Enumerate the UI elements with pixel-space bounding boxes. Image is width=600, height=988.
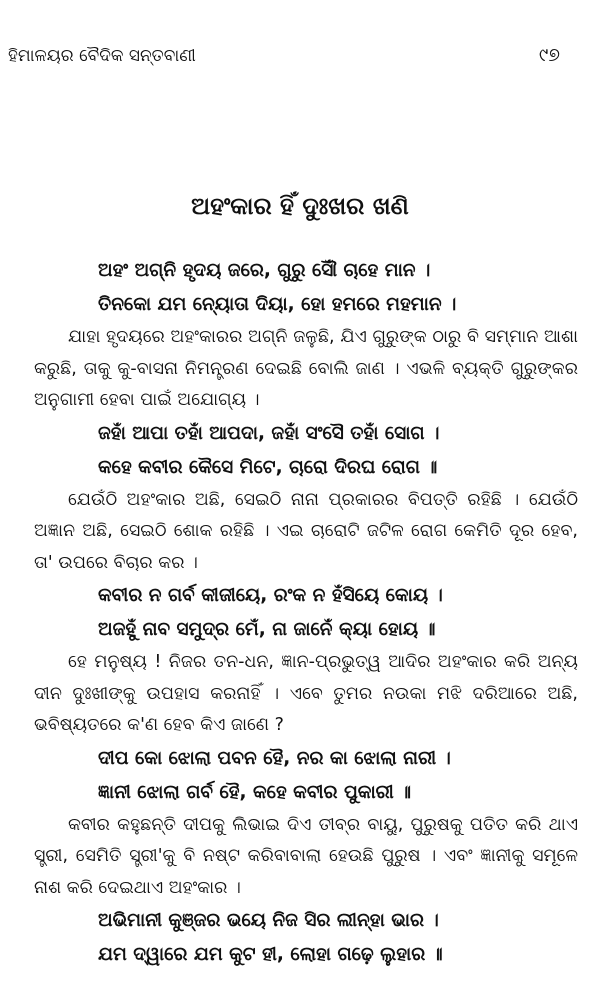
verse-line: ଜ୍ଞାନୀ ଝୋଲା ଗର୍ବ ହୈ, କହେ କବୀର ପୁକାରୀ ॥: [98, 781, 412, 803]
page-number: ୯୭: [538, 44, 560, 66]
verse-line: ଅଭିମାନୀ କୁଞ୍ଜର ଭୟେ ନିଜ ସିର ଲୀନ୍ହା ଭାର ।: [98, 910, 439, 931]
paragraph: ହେ ମନୁଷ୍ୟ ! ନିଜର ତନ-ଧନ, ଜ୍ଞାନ-ପ୍ରଭୁତ୍ୱ ଆଦିର ଅହଂକାର କରି ଅନ୍ୟ ଦୀନ ଦୁଃଖୀଙ୍କୁ ଉପହାସ କରନାହିଁ । ଏବେ ତୁମର ନଉକା ମଝି ଦରିଆରେ ଅଛି, ଭବିଷ୍ୟତରେ କ'ଣ ହେବ କିଏ ଜାଣେ ?: [34, 652, 578, 735]
verse-line: ଜହାଁ ଆପା ତହାଁ ଆପଦା, ଜହାଁ ସଂସୈ ତହାଁ ସୋଗ ।: [98, 422, 440, 444]
verse-line: କହେ କବୀର କୈସେ ମିଟେ, ଚାରୋ ଦିରଘ ରୋଗ ॥: [98, 456, 438, 478]
verse-line: ଦୀପ କୋ ଝୋଲା ପବନ ହୈ, ନର କା ଝୋଲା ନାରୀ ।: [98, 747, 451, 769]
paragraph: ଯାହା ହୃଦୟରେ ଅହଂକାରର ଅଗ୍ନି ଜଳୁଛି, ଯିଏ ଗୁରୁଙ୍କ ଠାରୁ ବି ସମ୍ମାନ ଆଶା କରୁଛି, ତାକୁ କୁ-ବାସନା ନିମନ୍ତ୍ରଣ ଦେଇଛି ବୋଲି ଜାଣ । ଏଭଳି ବ୍ୟକ୍ତି ଗୁରୁଙ୍କର ଅନୁଗାମୀ ହେବା ପାଇଁ ଅଯୋଗ୍ୟ ।: [34, 327, 578, 410]
verse-line: ତିନକୋ ଯମ ନ୍ୟୋତା ଦିୟା, ହୋ ହମରେ ମହମାନ ।: [98, 294, 457, 315]
verse-line: ଅଜହୁଁ ନାବ ସମୁଦ୍ର ମେଁ, ନା ଜାନେଁ କ୍ୟା ହୋୟ ॥: [98, 619, 436, 640]
book-title: ହିମାଳୟର ବୈଦିକ ସନ୍ତବାଣୀ: [8, 46, 196, 66]
verse-line: ଯମ ଦ୍ୱାରେ ଯମ କୁଟ ହୀ, ଲୋହା ଗଢ଼େ ଲୁହାର ॥: [98, 944, 443, 965]
verse-line: ଅହଂ ଅଗ୍ନି ହୃଦୟ ଜରେ, ଗୁରୁ ସୌଁ ଚାହେ ମାନ ।: [98, 260, 431, 281]
paragraph: କବୀର କହୁଛନ୍ତି ଦୀପକୁ ଲିଭାଇ ଦିଏ ତୀବ୍ର ବାୟୁ, ପୁରୁଷକୁ ପତିତ କରି ଥାଏ ସ୍ତ୍ରୀ, ସେମିତି ସ୍ତ୍ରୀ'କୁ ବି ନଷ୍ଟ କରିବାବାଲା ହେଉଛି ପୁରୁଷ । ଏବଂ ଜ୍ଞାନୀକୁ ସମୂଳେ ନାଶ କରି ଦେଇଥାଏ ଅହଂକାର ।: [34, 814, 578, 898]
verse-line: କବୀର ନ ଗର୍ବ କୀଜୀୟେ, ରଂକ ନ ହଁସିୟେ କୋୟ ।: [98, 585, 443, 606]
paragraph: ଯେଉଁଠି ଅହଂକାର ଅଛି, ସେଇଠି ନାନା ପ୍ରକାରର ବିପତ୍ତି ରହିଛି । ଯେଉଁଠି ଅଜ୍ଞାନ ଅଛି, ସେଇଠି ଶୋକ ରହିଛି । ଏଇ ଚାରୋଟି ଜଟିଳ ରୋଗ କେମିତି ଦୂର ହେବ, ତା' ଉପରେ ବିଚାର କର ।: [34, 489, 578, 573]
chapter-title: ଅହଂକାର ହିଁ ଦୁଃଖର ଖଣି: [191, 192, 409, 220]
running-header: [8, 44, 560, 66]
page-body: [34, 254, 578, 972]
